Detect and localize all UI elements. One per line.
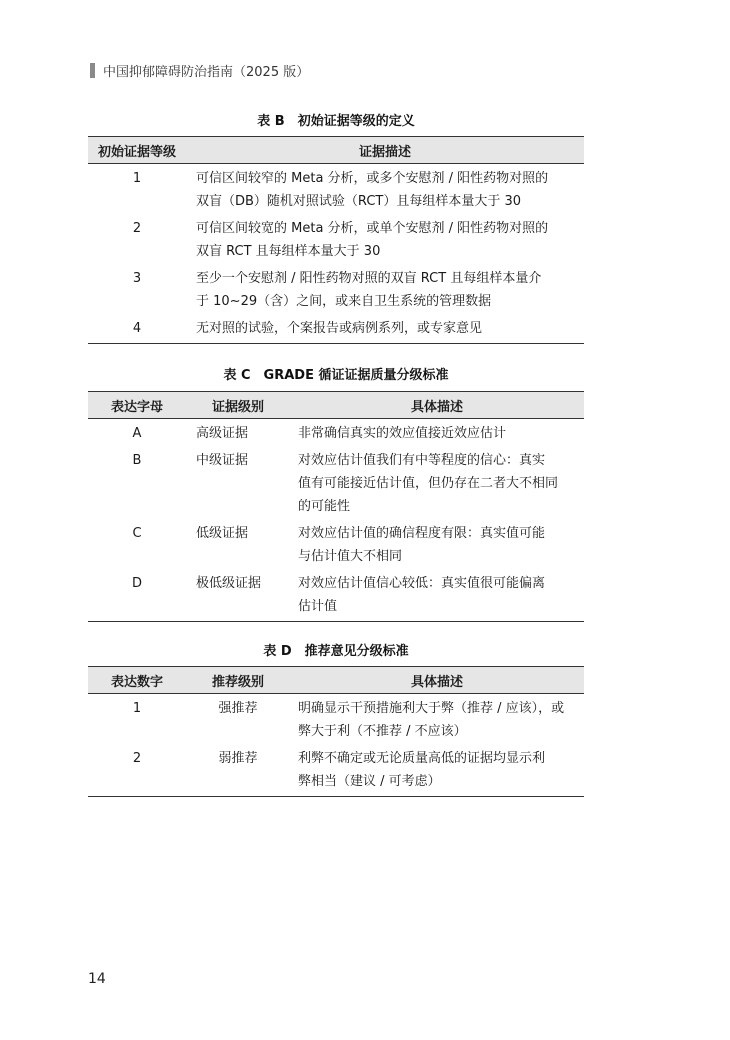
table-b-level-cell: 2 <box>132 221 142 236</box>
table-c-grade-cell: 中级证据 <box>196 453 249 468</box>
table-d-desc-cell <box>290 697 584 743</box>
header-bar-mark <box>90 63 95 78</box>
desc-line: 非常确信真实的效应值接近效应估计 <box>298 426 507 441</box>
table-d-number-cell: 1 <box>132 701 142 716</box>
desc-line: 可信区间较宽的 Meta 分析，或单个安慰剂 / 阳性药物对照的 <box>196 221 549 236</box>
table-d <box>88 666 584 797</box>
table-b-caption: 表 B 初始证据等级的定义 <box>257 114 415 129</box>
table-row <box>88 264 584 314</box>
table-b-desc-cell <box>186 317 584 340</box>
table-b-header-level: 初始证据等级 <box>97 144 176 160</box>
table-row <box>88 419 584 446</box>
table-d-caption: 表 D 推荐意见分级标准 <box>263 644 409 659</box>
table-row <box>88 164 584 214</box>
table-b-header-row <box>88 137 584 164</box>
table-c-header-grade: 证据级别 <box>211 399 264 415</box>
table-d-level-cell: 强推荐 <box>218 701 258 716</box>
table-b-header-desc: 证据描述 <box>358 144 411 160</box>
desc-line: 利弊不确定或无论质量高低的证据均显示利 <box>298 751 546 766</box>
table-d-header-row <box>88 667 584 694</box>
table-b <box>88 136 584 344</box>
table-c-grade-cell: 高级证据 <box>196 426 249 441</box>
desc-line: 的可能性 <box>298 499 351 514</box>
table-b-desc-cell <box>186 167 584 213</box>
running-header-text: 中国抑郁障碍防治指南（2025 版） <box>103 65 310 80</box>
table-row <box>88 214 584 264</box>
desc-line: 无对照的试验，个案报告或病例系列，或专家意见 <box>196 321 483 336</box>
table-b-level-cell: 3 <box>132 271 142 286</box>
table-d-header-number: 表达数字 <box>110 674 163 690</box>
table-b-level-cell: 4 <box>132 321 142 336</box>
desc-line: 弊相当（建议 / 可考虑） <box>298 774 441 789</box>
table-c-grade-cell: 极低级证据 <box>196 576 262 591</box>
table-row <box>88 694 584 744</box>
desc-line: 对效应估计值的确信程度有限：真实值可能 <box>298 526 546 541</box>
table-c-header-letter: 表达字母 <box>110 399 163 415</box>
page-number: 14 <box>88 971 106 987</box>
table-c-letter-cell: A <box>132 426 142 441</box>
desc-line: 明确显示干预措施利大于弊（推荐 / 应该），或 <box>298 701 565 716</box>
table-c <box>88 391 584 622</box>
table-c-letter-cell: C <box>132 526 142 541</box>
table-b-desc-cell <box>186 217 584 263</box>
table-row <box>88 744 584 796</box>
table-row <box>88 569 584 621</box>
table-row <box>88 314 584 343</box>
table-c-letter-cell: B <box>132 453 142 468</box>
table-c-desc-cell <box>290 449 584 518</box>
desc-line: 可信区间较窄的 Meta 分析，或多个安慰剂 / 阳性药物对照的 <box>196 171 549 186</box>
table-c-caption: 表 C GRADE 循证证据质量分级标准 <box>223 368 449 383</box>
desc-line: 于 10~29（含）之间，或来自卫生系统的管理数据 <box>196 294 492 309</box>
table-d-header-level: 推荐级别 <box>211 674 264 690</box>
table-row <box>88 446 584 519</box>
table-d-level-cell: 弱推荐 <box>218 751 258 766</box>
table-c-letter-cell: D <box>131 576 142 591</box>
table-d-number-cell: 2 <box>132 751 142 766</box>
table-c-header-row <box>88 392 584 419</box>
table-c-desc-cell <box>290 422 584 445</box>
table-d-desc-cell <box>290 747 584 793</box>
running-header <box>90 61 309 80</box>
table-b-level-cell: 1 <box>132 171 142 186</box>
desc-line: 对效应估计值信心较低：真实值很可能偏离 <box>298 576 546 591</box>
desc-line: 值有可能接近估计值，但仍存在二者大不相同 <box>298 476 559 491</box>
table-c-desc-cell <box>290 522 584 568</box>
table-c-header-desc: 具体描述 <box>410 399 463 415</box>
desc-line: 估计值 <box>298 599 338 614</box>
table-c-desc-cell <box>290 572 584 618</box>
table-row <box>88 519 584 569</box>
table-b-desc-cell <box>186 267 584 313</box>
desc-line: 双盲（DB）随机对照试验（RCT）且每组样本量大于 30 <box>196 194 522 209</box>
desc-line: 弊大于利（不推荐 / 不应该） <box>298 724 467 739</box>
desc-line: 至少一个安慰剂 / 阳性药物对照的双盲 RCT 且每组样本量介 <box>196 271 542 286</box>
desc-line: 对效应估计值我们有中等程度的信心：真实 <box>298 453 546 468</box>
table-d-header-desc: 具体描述 <box>410 674 463 690</box>
desc-line: 双盲 RCT 且每组样本量大于 30 <box>196 244 381 259</box>
table-c-grade-cell: 低级证据 <box>196 526 249 541</box>
desc-line: 与估计值大不相同 <box>298 549 403 564</box>
